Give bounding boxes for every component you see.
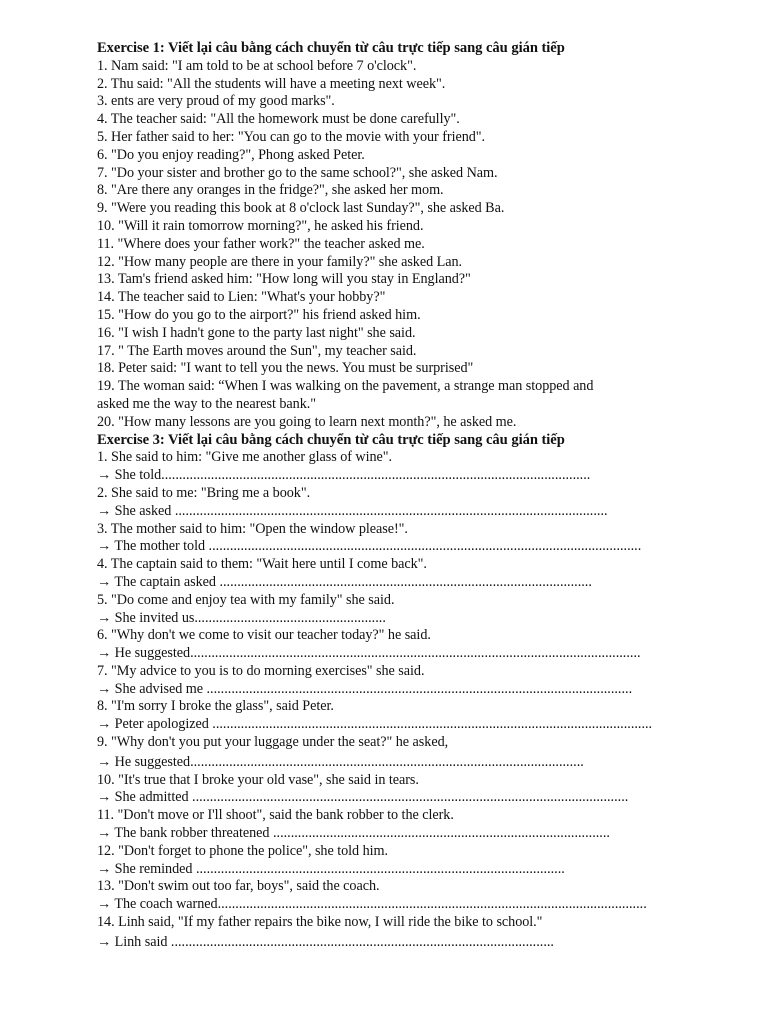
list-item: 17. " The Earth moves around the Sun", my teacher said. [97, 342, 417, 359]
answer-blank[interactable]: .......................................................................................................................... [208, 538, 642, 555]
answer-blank[interactable]: ......................................................................................................................... [217, 896, 647, 913]
question: 12. "Don't forget to phone the police", she told him. [97, 842, 388, 859]
question: 8. "I'm sorry I broke the glass", said Peter. [97, 698, 334, 715]
answer-line[interactable] [97, 896, 737, 914]
list-item: 11. "Where does your father work?" the teacher asked me. [97, 235, 425, 252]
list-item: 9. "Were you reading this book at 8 o'clock last Sunday?", she asked Ba. [97, 200, 505, 217]
list-item: 15. "How do you go to the airport?" his friend asked him. [97, 306, 421, 323]
answer-prefix: → The mother told [97, 538, 209, 555]
answer-prefix: → Peter apologized [97, 716, 213, 733]
answer-blank[interactable]: ............................................................................................................... [190, 753, 584, 770]
answer-prefix: → The coach warned [97, 896, 218, 913]
answer-blank[interactable]: .......................................................................................................................... [174, 502, 608, 519]
answer-blank[interactable]: ........................................................................................................ [195, 860, 565, 877]
answer-prefix: → She admitted [97, 789, 193, 806]
answer-line[interactable] [97, 503, 737, 521]
exercise-1-title: Exercise 1: Viết lại câu bằng cách chuyển từ câu trực tiếp sang câu gián tiếp [97, 40, 565, 56]
answer-line[interactable] [97, 934, 737, 952]
list-item: 7. "Do your sister and brother go to the same school?", she asked Nam. [97, 164, 498, 181]
answer-line[interactable] [97, 467, 737, 485]
list-item: 19. The woman said: “When I was walking on the pavement, a strange man stopped and [97, 378, 594, 395]
answer-prefix: → She told [97, 467, 162, 484]
list-item: 4. The teacher said: "All the homework must be done carefully". [97, 111, 460, 128]
answer-blank[interactable]: ............................................................................................................................ [212, 716, 653, 733]
question: 7. "My advice to you is to do morning exercises" she said. [97, 662, 425, 679]
list-item: 1. Nam said: "I am told to be at school before 7 o'clock". [97, 57, 417, 74]
answer-blank[interactable]: ........................................................................................................................ [206, 680, 633, 697]
exercise-3-list [97, 449, 737, 951]
answer-line[interactable] [97, 754, 737, 772]
answer-blank[interactable]: ............................................................................................................................... [190, 645, 641, 662]
list-item: 12. "How many people are there in your family?" she asked Lan. [97, 253, 463, 270]
list-item: 6. "Do you enjoy reading?", Phong asked Peter. [97, 146, 365, 163]
answer-line[interactable] [97, 681, 737, 699]
question: 3. The mother said to him: "Open the window please!". [97, 520, 408, 537]
answer-blank[interactable]: ............................................................................................... [272, 825, 610, 842]
list-item: 16. "I wish I hadn't gone to the party last night" she said. [97, 324, 416, 341]
answer-prefix: → She asked [97, 502, 175, 519]
answer-blank[interactable]: ...................................................... [194, 609, 386, 626]
answer-line[interactable] [97, 716, 737, 734]
answer-line[interactable] [97, 861, 737, 879]
question: 10. "It's true that I broke your old vase", she said in tears. [97, 771, 419, 788]
exercise-3-title: Exercise 3: Viết lại câu bằng cách chuyển từ câu trực tiếp sang câu gián tiếp [97, 431, 565, 448]
answer-blank[interactable]: ........................................................................................................................... [192, 789, 629, 806]
answer-prefix: → He suggested [97, 645, 191, 662]
answer-blank[interactable]: ............................................................................................................ [170, 933, 554, 950]
answer-prefix: → Linh said [97, 933, 171, 950]
answer-prefix: → She invited us [97, 609, 195, 626]
exercise-1-list [97, 58, 737, 432]
answer-line[interactable] [97, 610, 737, 628]
answer-prefix: → He suggested [97, 753, 191, 770]
question: 14. Linh said, "If my father repairs the bike now, I will ride the bike to school." [97, 914, 543, 931]
question: 13. "Don't swim out too far, boys", said the coach. [97, 878, 380, 895]
question: 2. She said to me: "Bring me a book". [97, 484, 311, 501]
answer-prefix: → She reminded [97, 860, 196, 877]
list-item-continuation: asked me the way to the nearest bank." [97, 395, 316, 412]
answer-blank[interactable]: ......................................................................................................................... [161, 467, 591, 484]
question: 5. "Do come and enjoy tea with my family" she said. [97, 591, 395, 608]
answer-line[interactable] [97, 538, 737, 556]
answer-prefix: → She advised me [97, 680, 207, 697]
answer-line[interactable] [97, 789, 737, 807]
worksheet-page [97, 40, 737, 952]
answer-line[interactable] [97, 574, 737, 592]
list-item: 3. ents are very proud of my good marks". [97, 93, 335, 110]
question: 9. "Why don't you put your luggage under the seat?" he asked, [97, 734, 449, 751]
question: 6. "Why don't we come to visit our teacher today?" he said. [97, 627, 431, 644]
list-item: 5. Her father said to her: "You can go to the movie with your friend". [97, 128, 486, 145]
answer-line[interactable] [97, 645, 737, 663]
list-item: 2. Thu said: "All the students will have a meeting next week". [97, 75, 446, 92]
question: 4. The captain said to them: "Wait here until I come back". [97, 556, 427, 573]
list-item: 10. "Will it rain tomorrow morning?", he asked his friend. [97, 217, 424, 234]
list-item: 18. Peter said: "I want to tell you the news. You must be surprised" [97, 360, 474, 377]
answer-line[interactable] [97, 825, 737, 843]
list-item: 20. "How many lessons are you going to learn next month?", he asked me. [97, 413, 517, 430]
answer-prefix: → The captain asked [97, 573, 220, 590]
list-item: 13. Tam's friend asked him: "How long will you stay in England?" [97, 271, 471, 288]
list-item: 14. The teacher said to Lien: "What's your hobby?" [97, 289, 386, 306]
question: 11. "Don't move or I'll shoot", said the bank robber to the clerk. [97, 807, 454, 824]
question: 1. She said to him: "Give me another glass of wine". [97, 449, 393, 466]
answer-prefix: → The bank robber threatened [97, 825, 273, 842]
answer-blank[interactable]: ......................................................................................................... [219, 573, 592, 590]
list-item: 8. "Are there any oranges in the fridge?", she asked her mom. [97, 182, 444, 199]
